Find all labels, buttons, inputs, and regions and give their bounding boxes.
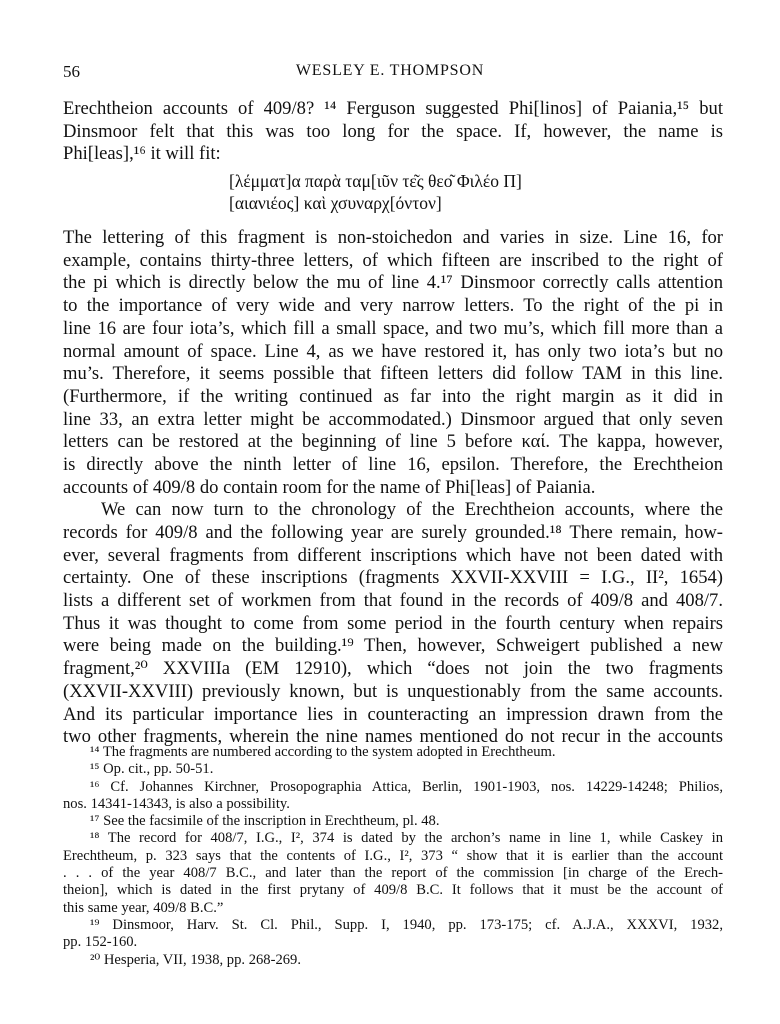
body-line: Phi[leas],¹⁶ it will fit: bbox=[63, 143, 221, 165]
footnote-line: nos. 14341-14343, is also a possibility. bbox=[63, 795, 290, 812]
footnote-line: ²⁰ Hesperia, VII, 1938, pp. 268-269. bbox=[90, 951, 301, 968]
body-line: Dinsmoor felt that this was too long for the space. If, however, the name is bbox=[63, 120, 723, 142]
body-line: We can now turn to the chronology of the Erechtheion accounts, where the bbox=[101, 499, 723, 521]
body-line: ever, several fragments from different inscriptions which have not been dated with bbox=[63, 544, 723, 566]
body-line: (Furthermore, if the writing continued as far into the right margin as it did in bbox=[63, 385, 723, 407]
footnote-line: ¹⁸ The record for 408/7, I.G., I², 374 is dated by the archon’s name in line 1, while Caskey in bbox=[90, 830, 723, 847]
body-line: [αιανιέος] καὶ χσυναρχ[όντον] bbox=[229, 193, 442, 214]
body-line: line 16 are four iota’s, which fill a small space, and two mu’s, which fill more than a bbox=[63, 317, 723, 339]
body-line: accounts of 409/8 do contain room for the name of Phi[leas] of Paiania. bbox=[63, 476, 596, 498]
footnote-line: Erechtheum, p. 323 says that the contents of I.G., I², 373 “ show that it is earlier than the account bbox=[63, 847, 723, 864]
body-line: Erechtheion accounts of 409/8? ¹⁴ Ferguson suggested Phi[linos] of Paiania,¹⁵ but bbox=[63, 98, 723, 119]
body-line: example, contains thirty-three letters, of which fifteen are inscribed to the right of bbox=[63, 249, 723, 271]
footnotes bbox=[63, 744, 723, 969]
body-line: line 33, an extra letter might be accommodated.) Dinsmoor argued that only seven bbox=[63, 408, 723, 430]
footnote-line: this same year, 409/8 B.C.” bbox=[63, 899, 224, 916]
footnote-line: ¹⁶ Cf. Johannes Kirchner, Prosopographia Attica, Berlin, 1901-1903, nos. 14229-14248; Philios, bbox=[90, 778, 723, 795]
body-line: fragment,²⁰ XXVIIIa (EM 12910), which “does not join the two fragments bbox=[63, 658, 723, 680]
footnote-line: ¹⁷ See the facsimile of the inscription in Erechtheum, pl. 48. bbox=[90, 813, 440, 830]
body-line: [λέμματ]α παρὰ ταμ[ιῦν τε͂ς θεο͂ Φιλέο Π] bbox=[229, 171, 522, 192]
body-line: were being made on the building.¹⁹ Then, however, Schweigert published a new bbox=[63, 635, 723, 657]
body-line: is directly above the ninth letter of line 16, epsilon. Therefore, the Erechtheion bbox=[63, 453, 723, 475]
body-line: letters can be restored at the beginning of line 5 before καί. The kappa, however, bbox=[63, 431, 723, 453]
footnote-line: ¹⁹ Dinsmoor, Harv. St. Cl. Phil., Supp. I, 1940, pp. 173-175; cf. A.J.A., XXXVI, 1932, bbox=[90, 916, 723, 933]
footnote-line: theion], which is dated in the first prytany of 409/8 B.C. It follows that it must be the account of bbox=[63, 882, 723, 899]
body-line: normal amount of space. Line 4, as we have restored it, has only two iota’s but no bbox=[63, 340, 723, 362]
footnote-line: pp. 152-160. bbox=[63, 934, 138, 951]
body-line: records for 409/8 and the following year are surely grounded.¹⁸ There remain, how- bbox=[63, 522, 723, 543]
body-line: The lettering of this fragment is non-stoichedon and varies in size. Line 16, for bbox=[63, 227, 723, 249]
body-line: lists a different set of workmen from that found in the records of 409/8 and 408/7. bbox=[63, 590, 723, 612]
body-line: the pi which is directly below the mu of line 4.¹⁷ Dinsmoor correctly calls attention bbox=[63, 272, 723, 294]
body-text bbox=[63, 98, 723, 749]
body-line: to the importance of very wide and very narrow letters. To the right of the pi in bbox=[63, 295, 723, 317]
running-title: WESLEY E. THOMPSON bbox=[295, 62, 485, 79]
footnote-line: ¹⁴ The fragments are numbered according to the system adopted in Erechtheum. bbox=[90, 744, 556, 760]
body-line: Thus it was thought to come from some period in the fourth century when repairs bbox=[63, 612, 723, 634]
body-line: mu’s. Therefore, it seems possible that fifteen letters did follow TAM in this line. bbox=[63, 363, 723, 385]
body-line: And its particular importance lies in counteracting an impression drawn from the bbox=[63, 703, 723, 725]
body-line: (XXVII-XXVIII) previously known, but is unquestionably from the same accounts. bbox=[63, 680, 723, 702]
footnote-line: . . . of the year 408/7 B.C., and later than the report of the commission [in charge of the Erech- bbox=[63, 865, 723, 882]
body-line: two other fragments, wherein the nine names mentioned do not recur in the accounts bbox=[63, 726, 723, 748]
body-line: certainty. One of these inscriptions (fragments XXVII-XXVIII = I.G., II², 1654) bbox=[63, 567, 723, 589]
page-number: 56 bbox=[63, 62, 80, 81]
footnote-line: ¹⁵ Op. cit., pp. 50-51. bbox=[90, 761, 214, 778]
